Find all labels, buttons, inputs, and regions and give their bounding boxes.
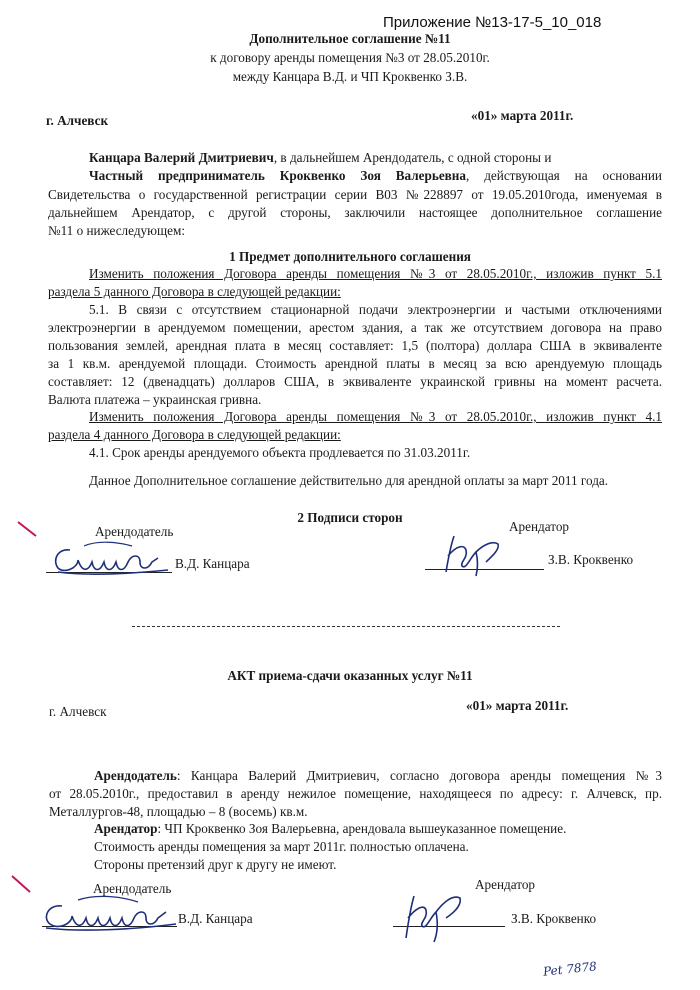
margin-tick-mark-1 (14, 518, 44, 548)
act-paragraph-2 (94, 821, 566, 837)
act-paragraph-1-line-2: от 28.05.2010г., предоставил в аренду нежилое помещение, находящееся по адресу: г. Алчевск, пр. (49, 786, 662, 801)
act-lessor-name: В.Д. Канцара (178, 911, 253, 926)
act-date: «01» марта 2011г. (466, 698, 569, 713)
change2-line-1: Изменить положения Договора аренды помещения №3 от 28.05.2010г., изложив пункт 4.1 (89, 409, 662, 424)
change1-line-1: Изменить положения Договора аренды помещения №3 от 28.05.2010г., изложив пункт 5.1 (89, 266, 662, 281)
act-lessor-term: Арендодатель (94, 768, 177, 783)
margin-tick-mark-2 (8, 872, 38, 902)
agreement-subtitle-contract: к договору аренды помещения №3 от 28.05.2010г. (210, 50, 490, 65)
appendix-label: Приложение №13-17-5_10_018 (383, 14, 602, 31)
intro-line-3: Свидетельства о государственной регистрации серии В03 №228897 от 19.05.2010года, именуемая в (48, 187, 662, 202)
agreement-lessee-label: Арендатор (509, 519, 570, 534)
agreement-lessee-signature (440, 528, 520, 583)
intro-line-2 (89, 168, 662, 184)
agreement-subtitle-parties: между Канцара В.Д. и ЧП Кроквенко З.В. (232, 69, 468, 84)
act-lessor-label: Арендодатель (93, 881, 172, 896)
intro-line-1-rest: , в дальнейшем Арендодатель, с одной стороны и (273, 150, 552, 165)
act-lessee-label: Арендатор (475, 877, 536, 892)
change2-line-2: раздела 4 данного Договора в следующей редакции: (48, 427, 341, 442)
act-city: г. Алчевск (49, 704, 107, 719)
act-lessee-signature (400, 878, 480, 948)
agreement-lessor-signature (48, 532, 178, 577)
clause-5-1-line-6: Валюта платежа – украинская гривна. (48, 392, 262, 407)
act-paragraph-1-line-3: Металлургов-48, площадью – 8 (восемь) кв.м. (49, 804, 308, 819)
handwritten-note: Pet 7878 (542, 959, 598, 979)
lessor-fullname: Канцара Валерий Дмитриевич (89, 150, 274, 165)
act-paragraph-1-rest: : Канцара Валерий Дмитриевич, согласно договора аренды помещения №3 (176, 768, 662, 783)
act-paragraph-2-rest: : ЧП Кроквенко Зоя Валерьевна, арендовала вышеуказанное помещение. (157, 821, 567, 836)
clause-5-1-line-2: электроэнергии в арендуемом помещении, арестом здания, а так же отсутствием договора на право (48, 320, 662, 335)
clause-5-1-line-4: за 1 кв.м. арендуемой площади. Стоимость арендной платы в месяц за всю арендуемую площадь (48, 356, 662, 371)
agreement-lessee-name: З.В. Кроквенко (548, 552, 634, 567)
act-paragraph-4: Стороны претензий друг к другу не имеют. (94, 857, 337, 872)
agreement-date: «01» марта 2011г. (471, 108, 574, 123)
agreement-title: Дополнительное соглашение №11 (249, 31, 451, 46)
act-lessee-name: З.В. Кроквенко (511, 911, 597, 926)
section1-heading: 1 Предмет дополнительного соглашения (229, 249, 471, 264)
change1-line-2: раздела 5 данного Договора в следующей редакции: (48, 284, 341, 299)
clause-5-1-line-1: 5.1. В связи с отсутствием стационарной подачи электроэнергии и частыми отключениями (89, 302, 662, 317)
act-title: АКТ приема-сдачи оказанных услуг №11 (227, 668, 473, 683)
act-lessee-term: Арендатор (94, 821, 158, 836)
section-divider (132, 626, 560, 627)
lessee-fullname: Частный предприниматель Кроквенко Зоя Валерьевна (89, 168, 466, 183)
clause-5-1-line-5: составляет: 12 (двенадцать) долларов США, в эквиваленте украинской гривны на момент расчета. (48, 374, 662, 389)
agreement-lessor-label: Арендодатель (95, 524, 174, 539)
act-paragraph-3: Стоимость аренды помещения за март 2011г. полностью оплачена. (94, 839, 469, 854)
clause-5-1-line-3: пользования землей, арендная плата в месяц составляет: 1,5 (полтора) доллара США в эквиваленте (48, 338, 662, 353)
validity-statement: Данное Дополнительное соглашение действительно для арендной оплаты за март 2011 года. (89, 473, 609, 488)
intro-line-4: дальнейшем Арендатор, с другой стороны, заключили настоящее дополнительное соглашение (48, 205, 662, 220)
agreement-city: г. Алчевск (46, 113, 109, 128)
intro-line-2-rest: , действующая на основании (465, 168, 662, 183)
section2-heading: 2 Подписи сторон (297, 510, 403, 525)
act-paragraph-1-line-1 (94, 768, 662, 784)
intro-line-5: №11 о нижеследующем: (48, 223, 185, 238)
intro-line-1 (89, 150, 551, 166)
clause-4-1: 4.1. Срок аренды арендуемого объекта продлевается по 31.03.2011г. (89, 445, 471, 460)
agreement-lessor-name: В.Д. Канцара (175, 556, 250, 571)
act-lessor-signature (40, 884, 180, 934)
